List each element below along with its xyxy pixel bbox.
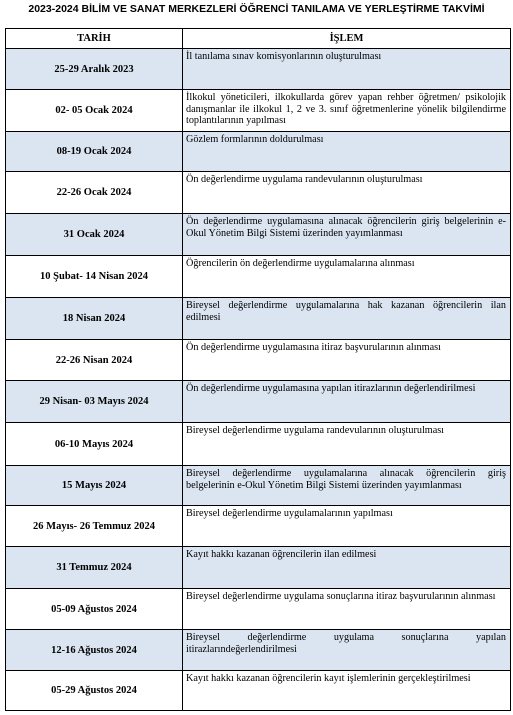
- row-action: Bireysel değerlendirme uygulamalarına alınacak öğrencilerin giriş belgelerinin e-Okul Yönetim Bilgi Sistemi üzerinden yayımlanması: [183, 466, 511, 506]
- row-date: 15 Mayıs 2024: [6, 466, 183, 506]
- row-action: İl tanılama sınav komisyonlarının oluşturulması: [183, 49, 511, 90]
- row-date: 06-10 Mayıs 2024: [6, 423, 183, 466]
- schedule-body: [6, 49, 511, 711]
- row-date: 05-29 Ağustos 2024: [6, 671, 183, 711]
- row-action: Bireysel değerlendirme uygulamalarına hak kazanan öğrencilerin ilan edilmesi: [183, 298, 511, 340]
- table-row: [6, 340, 511, 381]
- table-row: [6, 298, 511, 340]
- table-row: [6, 423, 511, 466]
- table-row: [6, 589, 511, 630]
- table-row: [6, 132, 511, 172]
- table-row: [6, 214, 511, 256]
- table-row: [6, 381, 511, 423]
- row-date: 29 Nisan- 03 Mayıs 2024: [6, 381, 183, 423]
- row-date: 25-29 Aralık 2023: [6, 49, 183, 90]
- page-title: 2023-2024 BİLİM VE SANAT MERKEZLERİ ÖĞRENCİ TANILAMA VE YERLEŞTİRME TAKVİMİ: [28, 3, 485, 15]
- row-date: 31 Ocak 2024: [6, 214, 183, 256]
- row-date: 02- 05 Ocak 2024: [6, 90, 183, 132]
- table-row: [6, 671, 511, 711]
- header-date: TARİH: [6, 29, 183, 49]
- header-action: İŞLEM: [183, 29, 511, 49]
- row-action: Kayıt hakkı kazanan öğrencilerin ilan edilmesi: [183, 547, 511, 589]
- row-date: 22-26 Nisan 2024: [6, 340, 183, 381]
- schedule-table: [5, 28, 511, 711]
- row-date: 05-09 Ağustos 2024: [6, 589, 183, 630]
- row-date: 18 Nisan 2024: [6, 298, 183, 340]
- row-date: 10 Şubat- 14 Nisan 2024: [6, 256, 183, 298]
- table-row: [6, 49, 511, 90]
- table-row: [6, 90, 511, 132]
- row-action: Gözlem formlarının doldurulması: [183, 132, 511, 172]
- table-row: [6, 172, 511, 214]
- table-header-row: [6, 29, 511, 49]
- row-action: Bireysel değerlendirme uygulama sonuçlarına itiraz başvurularının alınması: [183, 589, 511, 630]
- table-row: [6, 630, 511, 671]
- row-action: İlkokul yöneticileri, ilkokullarda görev yapan rehber öğretmen/ psikolojik danışmanlar ile ilkokul 1, 2 ve 3. sınıf öğretmenlerine yönelik bilgilendirme toplantılarının yapılması: [183, 90, 511, 132]
- table-row: [6, 256, 511, 298]
- row-action: Bireysel değerlendirme uygulamalarının yapılması: [183, 506, 511, 547]
- row-action: Bireysel değerlendirme uygulama sonuçlarına yapılan itirazlarındeğerlendirilmesi: [183, 630, 511, 671]
- row-date: 22-26 Ocak 2024: [6, 172, 183, 214]
- row-action: Ön değerlendirme uygulamasına alınacak öğrencilerin giriş belgelerinin e-Okul Yönetim Bilgi Sistemi üzerinden yayımlanması: [183, 214, 511, 256]
- row-date: 08-19 Ocak 2024: [6, 132, 183, 172]
- row-action: Öğrencilerin ön değerlendirme uygulamalarına alınması: [183, 256, 511, 298]
- row-action: Bireysel değerlendirme uygulama randevularının oluşturulması: [183, 423, 511, 466]
- row-date: 31 Temmuz 2024: [6, 547, 183, 589]
- table-row: [6, 466, 511, 506]
- row-date: 12-16 Ağustos 2024: [6, 630, 183, 671]
- row-action: Ön değerlendirme uygulamasına itiraz başvurularının alınması: [183, 340, 511, 381]
- row-action: Ön değerlendirme uygulama randevularının oluşturulması: [183, 172, 511, 214]
- row-action: Ön değerlendirme uygulamasına yapılan itirazlarının değerlendirilmesi: [183, 381, 511, 423]
- row-action: Kayıt hakkı kazanan öğrencilerin kayıt işlemlerinin gerçekleştirilmesi: [183, 671, 511, 711]
- row-date: 26 Mayıs- 26 Temmuz 2024: [6, 506, 183, 547]
- table-row: [6, 506, 511, 547]
- table-row: [6, 547, 511, 589]
